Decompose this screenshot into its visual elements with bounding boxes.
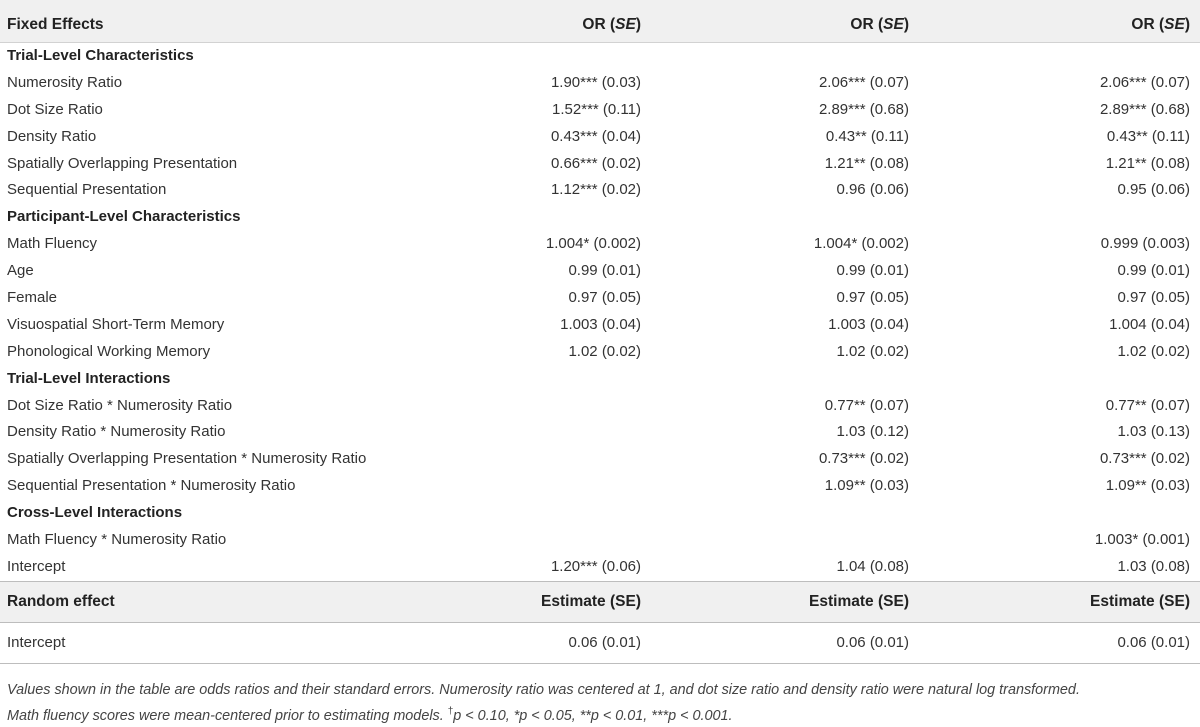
model-3-value: 1.004 (0.04): [1109, 315, 1190, 333]
model-2-value: 1.004* (0.002): [813, 235, 909, 253]
table-row: [0, 151, 1200, 178]
model-3-value: 0.99 (0.01): [1117, 262, 1190, 280]
header-estimate-se-2: Estimate (SE): [809, 592, 909, 610]
row-label: Female: [7, 289, 58, 307]
table-row: [0, 97, 1200, 124]
model-2-value: 0.73*** (0.02): [818, 450, 909, 468]
footnote-line-1: Values shown in the table are odds ratios and their standard errors. Numerosity ratio was centered at 1, and dot size ratio and density ratio were natural log transformed.: [7, 682, 1080, 698]
row-label: Age: [7, 262, 34, 280]
fixed-effects-body: [0, 43, 1200, 581]
footnote-significance: p < 0.10, *p < 0.05, **p < 0.01, ***p < 0.001.: [453, 707, 733, 724]
row-label: Dot Size Ratio * Numerosity Ratio: [7, 396, 233, 414]
model-3-value: 2.06*** (0.07): [1099, 73, 1190, 91]
model-1-value: 1.004* (0.002): [545, 235, 641, 253]
section-row: [0, 500, 1200, 527]
model-2-value: 1.02 (0.02): [836, 342, 909, 360]
model-1-value: 0.66*** (0.02): [550, 154, 641, 172]
model-3-value: 0.97 (0.05): [1117, 289, 1190, 307]
model-3-value: 0.73*** (0.02): [1099, 450, 1190, 468]
table-row: [0, 231, 1200, 258]
row-label: Math Fluency: [7, 235, 98, 253]
table-row: [0, 339, 1200, 366]
model-2-value: 1.04 (0.08): [836, 557, 909, 575]
row-label: Density Ratio * Numerosity Ratio: [7, 423, 226, 441]
header-estimate-se-3: Estimate (SE): [1090, 592, 1190, 610]
model-1-value: 0.43*** (0.04): [550, 127, 641, 145]
model-3-value: 2.89*** (0.68): [1099, 100, 1190, 118]
table-row: [0, 258, 1200, 285]
model-2-value: 1.21** (0.08): [824, 154, 909, 172]
row-label: Sequential Presentation * Numerosity Ratio: [7, 477, 296, 495]
table-row: [0, 393, 1200, 420]
model-2-value: 0.99 (0.01): [836, 262, 909, 280]
row-label: Intercept: [7, 633, 66, 651]
model-2-value: 1.09** (0.03): [824, 477, 909, 495]
model-1-value: 1.52*** (0.11): [552, 100, 641, 118]
model-2-value: 1.03 (0.12): [836, 423, 909, 441]
footnote-line-2: Math fluency scores were mean-centered prior to estimating models.: [7, 707, 448, 724]
row-label: Dot Size Ratio: [7, 100, 103, 118]
table-footnote: [7, 680, 1193, 727]
section-title: Trial-Level Interactions: [7, 369, 171, 387]
row-label: Density Ratio: [7, 127, 97, 145]
table-row: [0, 527, 1200, 554]
model-2-value: 2.06*** (0.07): [818, 73, 909, 91]
model-3-value: 0.95 (0.06): [1117, 181, 1190, 199]
table-row: [0, 312, 1200, 339]
model-1-value: 1.003 (0.04): [560, 315, 641, 333]
row-label: Intercept: [7, 557, 66, 575]
random-effect-header: [0, 582, 1200, 622]
model-3-value: 1.02 (0.02): [1117, 342, 1190, 360]
model-3-value: 1.03 (0.13): [1117, 423, 1190, 441]
table-row: [0, 419, 1200, 446]
model-2-value: 2.89*** (0.68): [818, 100, 909, 118]
fixed-effects-header: [0, 0, 1200, 42]
row-label: Spatially Overlapping Presentation * Numerosity Ratio: [7, 450, 367, 468]
row-label: Spatially Overlapping Presentation: [7, 154, 238, 172]
model-2-value: 0.97 (0.05): [836, 289, 909, 307]
section-title: Trial-Level Characteristics: [7, 47, 194, 64]
model-3-value: 0.77** (0.07): [1105, 396, 1190, 414]
model-2-value: 0.43** (0.11): [825, 127, 909, 145]
model-1-value: 1.02 (0.02): [568, 342, 641, 360]
model-3-value: 0.06 (0.01): [1117, 633, 1190, 651]
table-row: [0, 473, 1200, 500]
row-label: Sequential Presentation: [7, 181, 167, 199]
table-row: [0, 285, 1200, 312]
random-effect-row: [0, 623, 1200, 663]
row-label: Math Fluency * Numerosity Ratio: [7, 531, 227, 549]
header-or-se-1: OR (SE): [582, 16, 641, 33]
model-1-value: 1.12*** (0.02): [550, 181, 641, 199]
model-2-value: 0.77** (0.07): [824, 396, 909, 414]
model-3-value: 1.003* (0.001): [1094, 531, 1190, 549]
dagger-symbol: †: [447, 706, 454, 717]
table-row: [0, 554, 1200, 581]
model-3-value: 1.09** (0.03): [1105, 477, 1190, 495]
model-3-value: 0.43** (0.11): [1106, 127, 1190, 145]
model-2-value: 0.06 (0.01): [836, 633, 909, 651]
header-fixed-effects: Fixed Effects: [7, 16, 104, 33]
model-3-value: 0.999 (0.003): [1100, 235, 1190, 253]
model-2-value: 0.96 (0.06): [836, 181, 909, 199]
model-1-value: 0.06 (0.01): [568, 633, 641, 651]
row-label: Phonological Working Memory: [7, 342, 211, 360]
model-1-value: 1.20*** (0.06): [550, 557, 641, 575]
table-row: [0, 124, 1200, 151]
model-1-value: 1.90*** (0.03): [550, 73, 641, 91]
section-row: [0, 204, 1200, 231]
model-1-value: 0.97 (0.05): [568, 289, 641, 307]
section-row: [0, 43, 1200, 70]
model-3-value: 1.03 (0.08): [1117, 557, 1190, 575]
header-random-effect: Random effect: [7, 592, 115, 610]
random-effect-body: [0, 623, 1200, 663]
model-2-value: 1.003 (0.04): [828, 315, 909, 333]
table-row: [0, 70, 1200, 97]
model-1-value: 0.99 (0.01): [568, 262, 641, 280]
table-bottom-rule: [0, 663, 1200, 664]
section-title: Cross-Level Interactions: [7, 504, 183, 522]
header-or-se-2: OR (SE): [850, 16, 909, 33]
header-estimate-se-1: Estimate (SE): [541, 592, 641, 610]
section-title: Participant-Level Characteristics: [7, 208, 241, 226]
row-label: Numerosity Ratio: [7, 73, 123, 91]
model-3-value: 1.21** (0.08): [1105, 154, 1190, 172]
row-label: Visuospatial Short-Term Memory: [7, 315, 225, 333]
header-or-se-3: OR (SE): [1131, 16, 1190, 33]
section-row: [0, 366, 1200, 393]
table-row: [0, 177, 1200, 204]
table-row: [0, 446, 1200, 473]
